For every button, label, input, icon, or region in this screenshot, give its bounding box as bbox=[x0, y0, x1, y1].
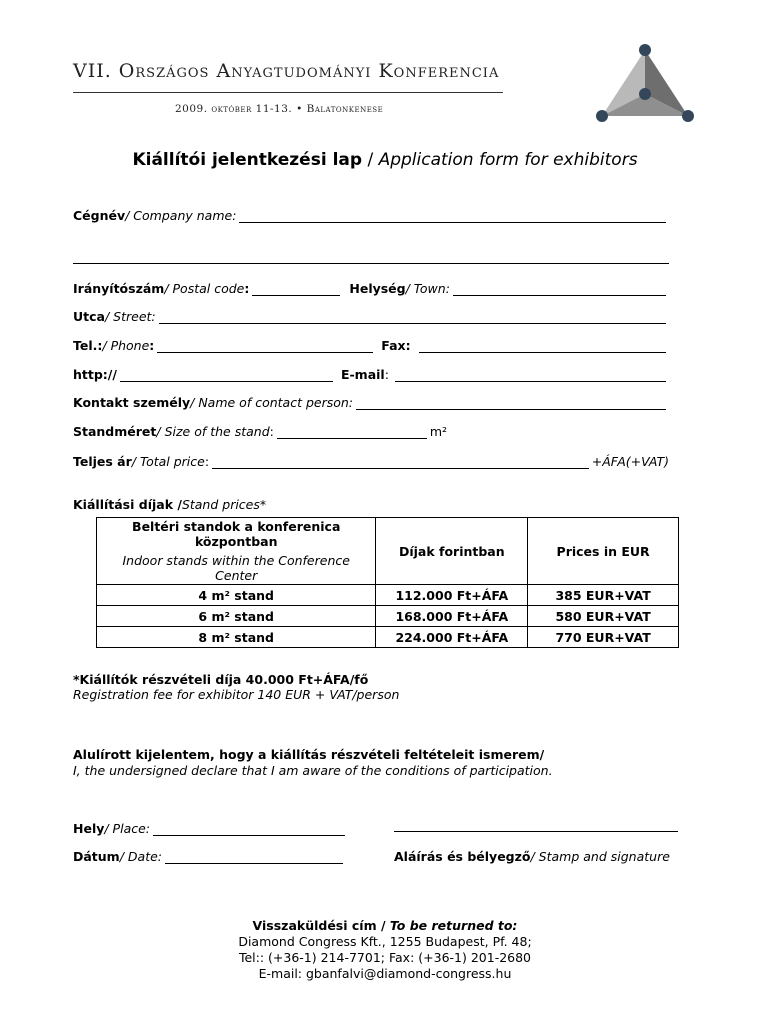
company-label-hu: Cégnév bbox=[73, 208, 126, 223]
return-heading-en: To be returned to: bbox=[389, 918, 518, 933]
stand-prices-heading bbox=[73, 494, 669, 512]
contact-label-hu: Kontakt személy bbox=[73, 395, 191, 410]
page-title bbox=[0, 150, 770, 170]
stamp-label-en: / Stamp and signature bbox=[530, 849, 670, 864]
header-divider bbox=[73, 92, 503, 93]
stand-size-field[interactable] bbox=[277, 426, 427, 439]
stand-size-row bbox=[73, 421, 669, 439]
stand-size-cell: 8 m² stand bbox=[97, 627, 376, 648]
postal-code-field[interactable] bbox=[252, 283, 340, 296]
phone-label-hu: Tel.: bbox=[73, 338, 103, 353]
price-table-header bbox=[97, 518, 679, 585]
town-label-en: / Town: bbox=[405, 281, 450, 296]
postal-label-hu: Irányítószám bbox=[73, 281, 165, 296]
title-en: Application form for exhibitors bbox=[378, 150, 638, 170]
return-address bbox=[0, 918, 770, 982]
contact-label-en: / Name of contact person: bbox=[190, 395, 354, 410]
date-label-hu: Dátum bbox=[73, 849, 120, 864]
place-label-en: / Place: bbox=[104, 821, 151, 836]
total-price-colon: : bbox=[204, 454, 210, 469]
price-huf-cell: 224.000 Ft+ÁFA bbox=[376, 627, 528, 648]
stamp-label-hu: Aláírás és bélyegző bbox=[394, 849, 531, 864]
return-heading-hu: Visszaküldési cím / bbox=[252, 918, 390, 933]
price-table bbox=[96, 517, 679, 648]
title-separator: / bbox=[362, 150, 379, 170]
web-email-row bbox=[73, 364, 669, 382]
stand-prices-label-hu: Kiállítási díjak / bbox=[73, 497, 182, 512]
registration-fee-hu: *Kiállítók részvételi díja 40.000 Ft+ÁFA/fő bbox=[73, 672, 369, 687]
header-stands-en: Indoor stands within the Conference Center bbox=[122, 553, 350, 583]
date-label-en: / Date: bbox=[119, 849, 162, 864]
website-field[interactable] bbox=[120, 369, 333, 382]
stand-size-cell: 4 m² stand bbox=[97, 585, 376, 606]
return-phone-line: Tel:: (+36-1) 214-7701; Fax: (+36-1) 201-2680 bbox=[238, 950, 532, 965]
contact-person-field[interactable] bbox=[356, 397, 666, 410]
phone-field[interactable] bbox=[157, 340, 373, 353]
return-heading bbox=[0, 918, 770, 934]
header-stands-hu: Beltéri standok a konferenica központban bbox=[132, 519, 341, 549]
price-huf-cell: 112.000 Ft+ÁFA bbox=[376, 585, 528, 606]
price-eur-cell: 580 EUR+VAT bbox=[528, 606, 679, 627]
postal-colon: : bbox=[244, 281, 250, 296]
conference-logo-icon bbox=[590, 38, 700, 128]
price-huf-cell: 168.000 Ft+ÁFA bbox=[376, 606, 528, 627]
date-field[interactable] bbox=[165, 851, 343, 864]
stand-size-label-en: / Size of the stand bbox=[156, 424, 270, 439]
total-price-suffix: +ÁFA(+VAT) bbox=[591, 454, 669, 469]
place-row bbox=[73, 818, 348, 836]
return-email-line: E-mail: gbanfalvi@diamond-congress.hu bbox=[258, 966, 512, 981]
company-name-field[interactable] bbox=[239, 210, 666, 223]
street-label-hu: Utca bbox=[73, 309, 105, 324]
registration-fee-en: Registration fee for exhibitor 140 EUR + VAT/person bbox=[73, 687, 400, 702]
phone-fax-row bbox=[73, 335, 669, 353]
email-field[interactable] bbox=[395, 369, 666, 382]
town-field[interactable] bbox=[453, 283, 666, 296]
price-eur-cell: 385 EUR+VAT bbox=[528, 585, 679, 606]
price-table-header-stands bbox=[97, 518, 376, 585]
total-price-field[interactable] bbox=[212, 456, 589, 469]
company-name-field-line2[interactable] bbox=[73, 263, 669, 264]
contact-person-row bbox=[73, 392, 669, 410]
stand-size-unit: m² bbox=[429, 424, 448, 439]
table-row bbox=[97, 627, 679, 648]
conference-title: VII. Országos Anyagtudományi Konferencia bbox=[73, 60, 500, 82]
place-label-hu: Hely bbox=[73, 821, 105, 836]
total-price-label-en: / Total price bbox=[131, 454, 205, 469]
total-price-label-hu: Teljes ár bbox=[73, 454, 132, 469]
phone-label-en: / Phone bbox=[102, 338, 150, 353]
email-label: E-mail bbox=[340, 367, 385, 382]
town-label-hu: Helység bbox=[349, 281, 406, 296]
company-label-en: / Company name: bbox=[125, 208, 237, 223]
stand-size-colon: : bbox=[269, 424, 274, 439]
email-colon: : bbox=[384, 367, 389, 382]
street-field[interactable] bbox=[159, 311, 666, 324]
signature-field[interactable] bbox=[394, 831, 678, 832]
phone-colon: : bbox=[149, 338, 155, 353]
place-field[interactable] bbox=[153, 823, 345, 836]
stand-prices-label-en: Stand prices* bbox=[181, 497, 267, 512]
postal-label-en: / Postal code bbox=[164, 281, 245, 296]
price-table-header-huf: Díjak forintban bbox=[376, 518, 528, 585]
street-row bbox=[73, 306, 669, 324]
company-name-row bbox=[73, 205, 669, 223]
table-row bbox=[97, 585, 679, 606]
table-row bbox=[97, 606, 679, 627]
postal-town-row bbox=[73, 278, 669, 296]
conference-date-location: 2009. október 11-13. • Balatonkenese bbox=[175, 103, 384, 115]
return-address-line: Diamond Congress Kft., 1255 Budapest, Pf. 48; bbox=[238, 934, 532, 949]
date-row bbox=[73, 846, 346, 864]
stand-size-cell: 6 m² stand bbox=[97, 606, 376, 627]
stamp-signature-label bbox=[394, 846, 694, 864]
street-label-en: / Street: bbox=[104, 309, 156, 324]
price-eur-cell: 770 EUR+VAT bbox=[528, 627, 679, 648]
fax-field[interactable] bbox=[419, 340, 666, 353]
total-price-row bbox=[73, 451, 669, 469]
stand-size-label-hu: Standméret bbox=[73, 424, 157, 439]
website-label: http:// bbox=[73, 367, 117, 382]
fax-label: Fax: bbox=[381, 338, 411, 353]
declaration-en: I, the undersigned declare that I am aware of the conditions of participation. bbox=[73, 763, 553, 778]
declaration-hu: Alulírott kijelentem, hogy a kiállítás részvételi feltételeit ismerem/ bbox=[73, 747, 545, 762]
title-hu: Kiállítói jelentkezési lap bbox=[132, 150, 363, 170]
price-table-header-eur: Prices in EUR bbox=[528, 518, 679, 585]
